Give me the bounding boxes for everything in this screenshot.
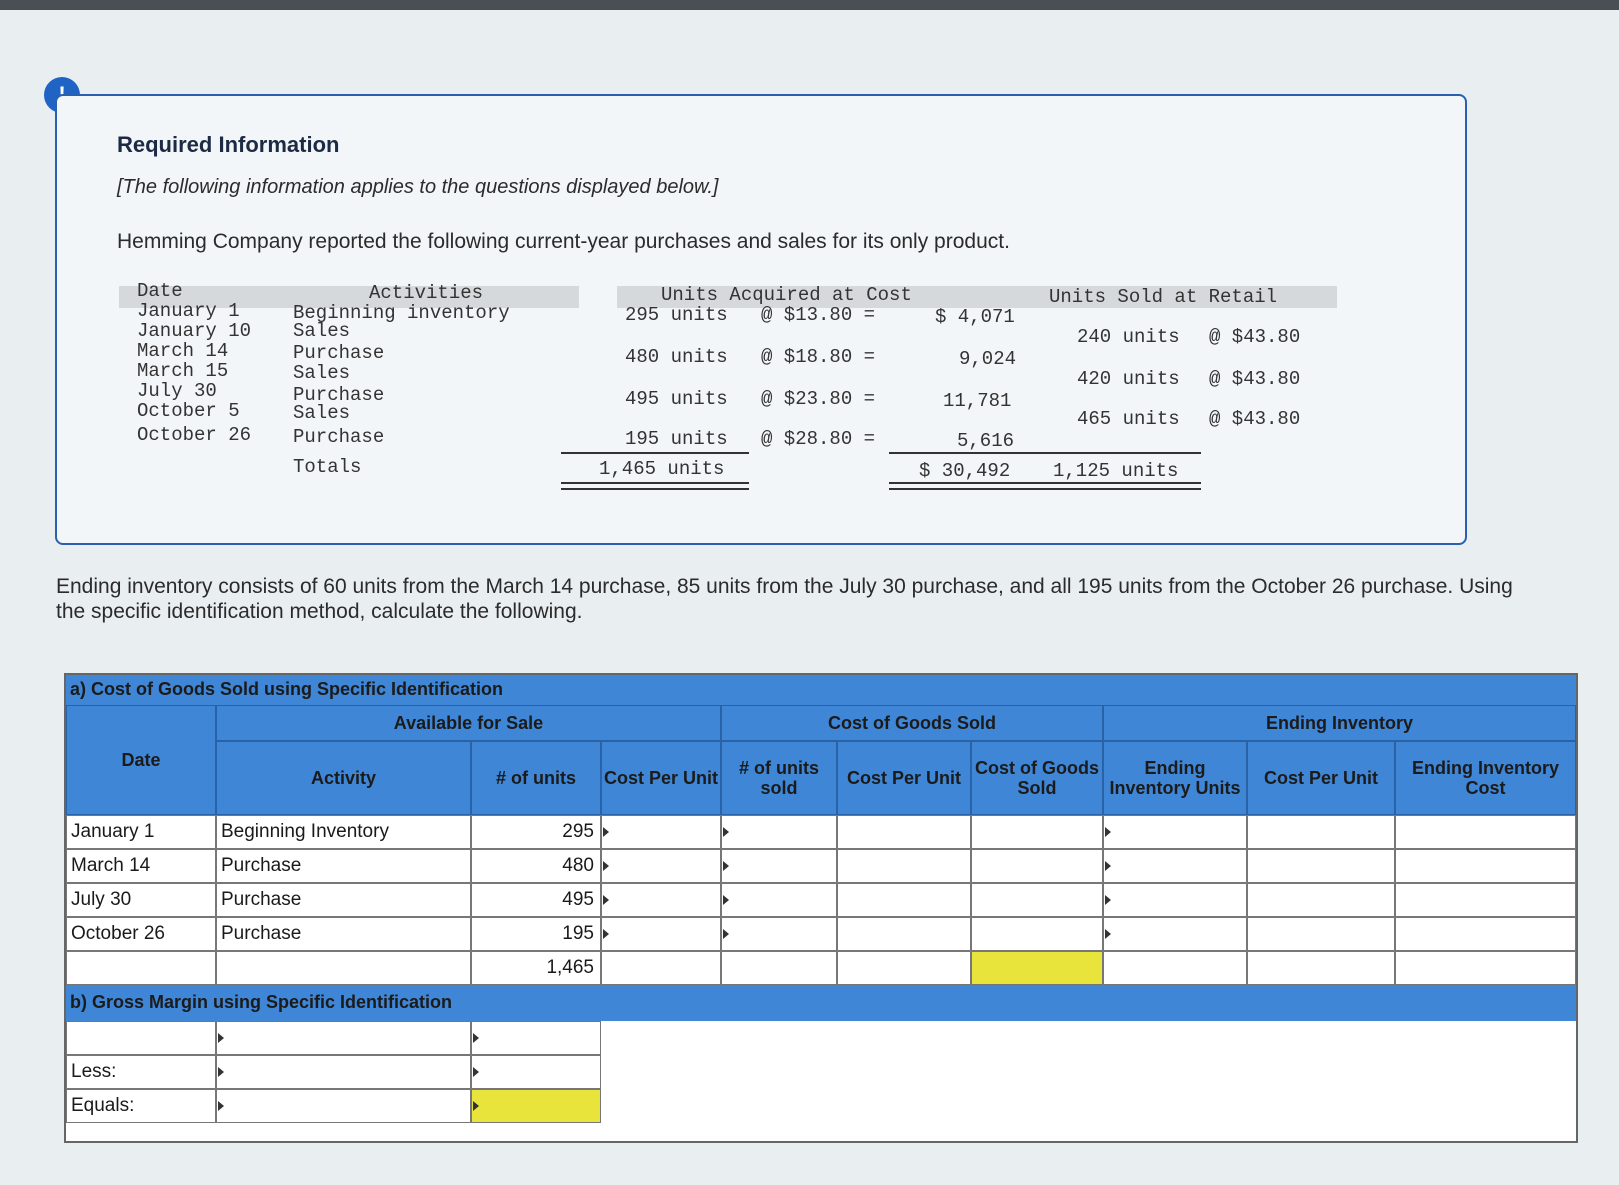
date-cell: March 15 (137, 360, 229, 382)
row-date: March 14 (66, 849, 216, 883)
row-date: January 1 (66, 815, 216, 849)
caret-right-icon (723, 895, 729, 905)
activity-cell: Sales (293, 402, 351, 424)
sold-price: @ $43.80 (1209, 326, 1301, 348)
activity-cell: Sales (293, 320, 351, 342)
total-row-blank (66, 951, 216, 985)
double-rule (889, 482, 1201, 490)
caret-right-icon (1105, 827, 1111, 837)
caret-right-icon (603, 861, 609, 871)
date-cell: January 10 (137, 320, 252, 342)
input-total-ending-units[interactable] (1103, 951, 1247, 985)
total-units: 1,465 (471, 951, 601, 985)
header-activities: Activities (369, 282, 484, 304)
caret-right-icon (723, 861, 729, 871)
activity-cell: Purchase (293, 384, 385, 406)
activity-cell: Sales (293, 362, 351, 384)
sold-units: 420 units (1077, 368, 1180, 390)
col-header-ending-units: Ending Inventory Units (1103, 741, 1247, 815)
acquired-cost: 9,024 (959, 348, 1017, 370)
sold-units: 465 units (1077, 408, 1180, 430)
row-units: 495 (471, 883, 601, 917)
row-activity: Purchase (216, 883, 471, 917)
date-cell: July 30 (137, 380, 217, 402)
caret-right-icon (723, 929, 729, 939)
input-total-units-sold[interactable] (721, 951, 837, 985)
required-information-panel (55, 94, 1467, 545)
input-ending-cost-per-unit[interactable] (1247, 917, 1395, 951)
acquired-cost: 11,781 (943, 390, 1012, 412)
caret-right-icon (218, 1101, 224, 1111)
input-cogs-cost-per-unit[interactable] (837, 849, 971, 883)
input-cost-per-unit[interactable] (601, 883, 721, 917)
section-a-title: a) Cost of Goods Sold using Specific Identification (66, 675, 1576, 705)
acquired-units: 195 units (625, 428, 728, 450)
gm-input-cogs[interactable] (471, 1055, 601, 1089)
input-ending-cost[interactable] (1395, 883, 1576, 917)
input-ending-cost[interactable] (1395, 917, 1576, 951)
row-units: 195 (471, 917, 601, 951)
gm-select-gross-margin[interactable] (216, 1089, 471, 1123)
acquired-price: @ $18.80 = (761, 346, 876, 368)
col-header-ending-cost: Ending Inventory Cost (1395, 741, 1576, 815)
group-header-cogs: Cost of Goods Sold (721, 705, 1103, 741)
input-cogs-cost-per-unit[interactable] (837, 815, 971, 849)
acquired-cost: $ 4,071 (935, 306, 1015, 328)
input-ending-units[interactable] (1103, 849, 1247, 883)
row-activity: Beginning Inventory (216, 815, 471, 849)
caret-right-icon (473, 1067, 479, 1077)
sold-units: 240 units (1077, 326, 1180, 348)
input-units-sold[interactable] (721, 815, 837, 849)
gm-select-revenue[interactable] (216, 1021, 471, 1055)
row-units: 480 (471, 849, 601, 883)
acquired-price: @ $13.80 = (761, 304, 876, 326)
intro-text: Hemming Company reported the following current-year purchases and sales for its only product. (117, 230, 1010, 253)
date-cell: January 1 (137, 300, 240, 322)
gm-input-revenue[interactable] (471, 1021, 601, 1055)
header-units-sold: Units Sold at Retail (1049, 286, 1278, 308)
caret-right-icon (1105, 861, 1111, 871)
panel-subtitle: [The following information applies to the questions displayed below.] (117, 176, 719, 198)
input-total-ending-cost[interactable] (1395, 951, 1576, 985)
acquired-units: 480 units (625, 346, 728, 368)
gm-label-less: Less: (66, 1055, 216, 1089)
input-ending-cost-per-unit[interactable] (1247, 883, 1395, 917)
date-cell: March 14 (137, 340, 229, 362)
date-cell: October 26 (137, 424, 252, 446)
col-header-ending-cost-per-unit: Cost Per Unit (1247, 741, 1395, 815)
row-date: October 26 (66, 917, 216, 951)
gm-input-gross-margin[interactable] (471, 1089, 601, 1123)
input-ending-cost[interactable] (1395, 815, 1576, 849)
acquired-cost: 5,616 (957, 430, 1015, 452)
caret-right-icon (603, 827, 609, 837)
input-ending-units[interactable] (1103, 815, 1247, 849)
row-activity: Purchase (216, 849, 471, 883)
input-cost-per-unit[interactable] (601, 917, 721, 951)
activity-cell: Purchase (293, 342, 385, 364)
input-ending-cost-per-unit[interactable] (1247, 849, 1395, 883)
input-ending-units[interactable] (1103, 917, 1247, 951)
header-date: Date (137, 280, 183, 302)
input-total-ending-cpu[interactable] (1247, 951, 1395, 985)
input-cogs[interactable] (971, 849, 1103, 883)
input-ending-cost-per-unit[interactable] (1247, 815, 1395, 849)
panel-title: Required Information (117, 132, 340, 157)
col-header-cogs-cost-per-unit: Cost Per Unit (837, 741, 971, 815)
group-header-available: Available for Sale (216, 705, 721, 741)
col-header-cost-per-unit: Cost Per Unit (601, 741, 721, 815)
input-units-sold[interactable] (721, 849, 837, 883)
caret-right-icon (1105, 929, 1111, 939)
caret-right-icon (473, 1101, 479, 1111)
acquired-units: 495 units (625, 388, 728, 410)
col-header-activity: Activity (216, 741, 471, 815)
worksheet (64, 673, 1578, 1143)
acquired-units: 295 units (625, 304, 728, 326)
input-ending-cost[interactable] (1395, 849, 1576, 883)
rule (889, 452, 1201, 454)
input-total-cogs-cpu[interactable] (837, 951, 971, 985)
date-cell: October 5 (137, 400, 240, 422)
ending-inventory-description: Ending inventory consists of 60 units from the March 14 purchase, 85 units from the July 30 purchase, and all 195 units from the October 26 purchase. Using the specific identification method, calculate the following. (56, 575, 1513, 623)
caret-right-icon (603, 929, 609, 939)
col-header-cogs: Cost of Goods Sold (971, 741, 1103, 815)
rule (561, 452, 749, 454)
input-cogs[interactable] (971, 883, 1103, 917)
caret-right-icon (218, 1033, 224, 1043)
input-cost-per-unit[interactable] (601, 849, 721, 883)
total-row-blank (216, 951, 471, 985)
total-units-acquired: 1,465 units (599, 458, 725, 480)
caret-right-icon (723, 827, 729, 837)
sold-price: @ $43.80 (1209, 368, 1301, 390)
activity-cell: Beginning inventory (293, 302, 510, 324)
top-bar (0, 0, 1619, 10)
input-ending-units[interactable] (1103, 883, 1247, 917)
caret-right-icon (603, 895, 609, 905)
acquired-price: @ $23.80 = (761, 388, 876, 410)
input-cost-per-unit[interactable] (601, 815, 721, 849)
group-header-ending: Ending Inventory (1103, 705, 1576, 741)
gm-label-blank (66, 1021, 216, 1055)
input-total-cogs[interactable] (971, 951, 1103, 985)
caret-right-icon (473, 1033, 479, 1043)
header-units-acquired: Units Acquired at Cost (661, 284, 912, 306)
col-header-units-sold: # of units sold (721, 741, 837, 815)
total-units-sold: 1,125 units (1053, 460, 1179, 482)
row-activity: Purchase (216, 917, 471, 951)
caret-right-icon (1105, 895, 1111, 905)
input-cogs[interactable] (971, 815, 1103, 849)
activity-cell: Purchase (293, 426, 385, 448)
total-cost: $ 30,492 (919, 460, 1011, 482)
col-header-date: Date (66, 705, 216, 815)
input-cogs[interactable] (971, 917, 1103, 951)
section-b-title: b) Gross Margin using Specific Identification (66, 985, 1576, 1021)
row-date: July 30 (66, 883, 216, 917)
col-header-units: # of units (471, 741, 601, 815)
row-units: 295 (471, 815, 601, 849)
input-total-cost-per-unit[interactable] (601, 951, 721, 985)
double-rule (561, 482, 749, 490)
input-cogs-cost-per-unit[interactable] (837, 917, 971, 951)
totals-label: Totals (293, 456, 362, 478)
input-units-sold[interactable] (721, 917, 837, 951)
gm-label-equals: Equals: (66, 1089, 216, 1123)
input-cogs-cost-per-unit[interactable] (837, 883, 971, 917)
gm-select-cogs[interactable] (216, 1055, 471, 1089)
input-units-sold[interactable] (721, 883, 837, 917)
sold-price: @ $43.80 (1209, 408, 1301, 430)
caret-right-icon (218, 1067, 224, 1077)
acquired-price: @ $28.80 = (761, 428, 876, 450)
